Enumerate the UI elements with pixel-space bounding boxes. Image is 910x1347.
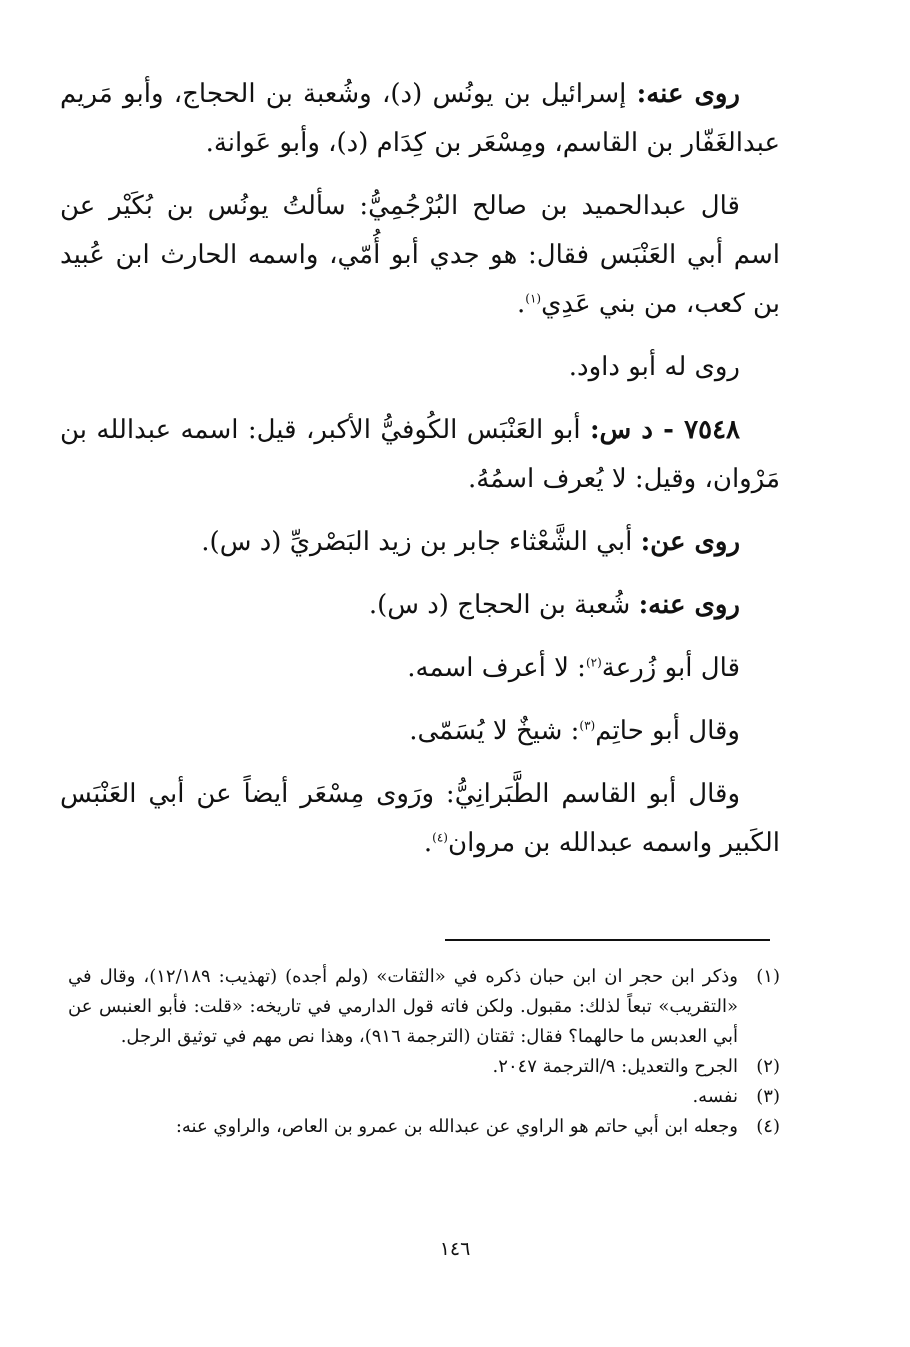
abu-hatim-text: وقال أبو حاتِم bbox=[595, 716, 740, 746]
footnote-divider bbox=[445, 939, 770, 941]
footnote-number: (٣) bbox=[756, 1086, 780, 1107]
tabarani-end: . bbox=[423, 828, 433, 858]
abu-hatim-end: : شيخٌ لا يُسَمّى. bbox=[409, 716, 580, 746]
footnote-text: نفسه. bbox=[692, 1086, 738, 1107]
footnote-4 bbox=[68, 1112, 780, 1142]
main-text bbox=[60, 70, 780, 882]
footnote-ref-1[interactable]: (١) bbox=[525, 291, 542, 306]
footnote-3 bbox=[68, 1082, 780, 1112]
entry-heading: أبو العَنْبَس الكُوفيُّ الأكبر، قيل: اسمه عبدالله بن مَرْوان، وقيل: لا يُعرف اسمُهُ. bbox=[60, 415, 780, 494]
entry-7548 bbox=[60, 406, 780, 504]
quote-abu-zura bbox=[60, 644, 780, 693]
label-narrated-from-him-2: روى عنه: bbox=[638, 590, 740, 620]
quote-text: قال عبدالحميد بن صالح البُرْجُمِيُّ: سألتُ يونُس بن بُكَيْر عن اسم أبي العَنْبَس فقال: هو جدي أبو أُمّي، واسمه الحارث ابن عُبيد بن كعب، من بني عَدِي bbox=[60, 191, 780, 319]
narrated-from-him-2-text: شُعبة بن الحجاج (د س). bbox=[368, 590, 631, 620]
footnote-text: وذكر ابن حجر ان ابن حبان ذكره في «الثقات» (ولم أجده) (تهذيب: ١٢/١٨٩)، وقال في «التقريب» تبعاً لذلك: مقبول. ولكن فاته قول الدارمي في تاريخه: «قلت: فأبو العنبس عن أبي العدبس ما حالهما؟ فقال: ثقتان (الترجمة ٩١٦)، وهذا نص مهم في توثيق الرجل. bbox=[68, 966, 738, 1047]
quote-end: . bbox=[516, 289, 526, 319]
footnote-text: وجعله ابن أبي حاتم هو الراوي عن عبدالله بن عمرو بن العاص، والراوي عنه: bbox=[175, 1116, 738, 1137]
quote-tabarani bbox=[60, 770, 780, 868]
footnote-2 bbox=[68, 1052, 780, 1082]
footnote-1 bbox=[68, 962, 780, 1052]
label-narrated-from-him: روى عنه: bbox=[636, 79, 740, 109]
footnote-ref-2[interactable]: (٢) bbox=[585, 655, 602, 670]
label-narrated-from: روى عن: bbox=[640, 527, 740, 557]
narrated-from-him-2 bbox=[60, 581, 780, 630]
footnote-ref-3[interactable]: (٣) bbox=[579, 718, 596, 733]
narrators-from-him bbox=[60, 70, 780, 168]
narrators-list: إسرائيل بن يونُس (د)، وشُعبة بن الحجاج، وأبو مَريم عبدالغَفّار بن القاسم، ومِسْعَر بن كِدَام (د)، وأبو عَوانة. bbox=[60, 79, 780, 158]
abu-zura-end: : لا أعرف اسمه. bbox=[407, 653, 586, 683]
footnote-text: الجرح والتعديل: ٩/الترجمة ٢٠٤٧. bbox=[492, 1056, 738, 1077]
narrated-by-abu-dawud bbox=[60, 343, 780, 392]
footnote-ref-4[interactable]: (٤) bbox=[432, 830, 448, 845]
page-number: ١٤٦ bbox=[439, 1238, 471, 1260]
narrated-from-text: أبي الشَّعْثاء جابر بن زيد البَصْريِّ (د س). bbox=[201, 527, 633, 557]
entry-number: ٧٥٤٨ - د س: bbox=[589, 415, 740, 445]
footnotes bbox=[68, 962, 780, 1142]
footnote-number: (٢) bbox=[756, 1056, 780, 1077]
tabarani-text: وقال أبو القاسم الطَّبَرانِيُّ: ورَوى مِسْعَر أيضاً عن أبي العَنْبَس الكَبير واسمه عبدالله بن مروان bbox=[60, 779, 780, 858]
footnote-number: (١) bbox=[756, 966, 780, 987]
footnote-number: (٤) bbox=[756, 1116, 780, 1137]
abu-zura-text: قال أبو زُرعة bbox=[601, 653, 740, 683]
quote-abdulhamid bbox=[60, 182, 780, 329]
narrated-by-text: روى له أبو داود. bbox=[568, 352, 740, 382]
narrated-from bbox=[60, 518, 780, 567]
quote-abu-hatim bbox=[60, 707, 780, 756]
